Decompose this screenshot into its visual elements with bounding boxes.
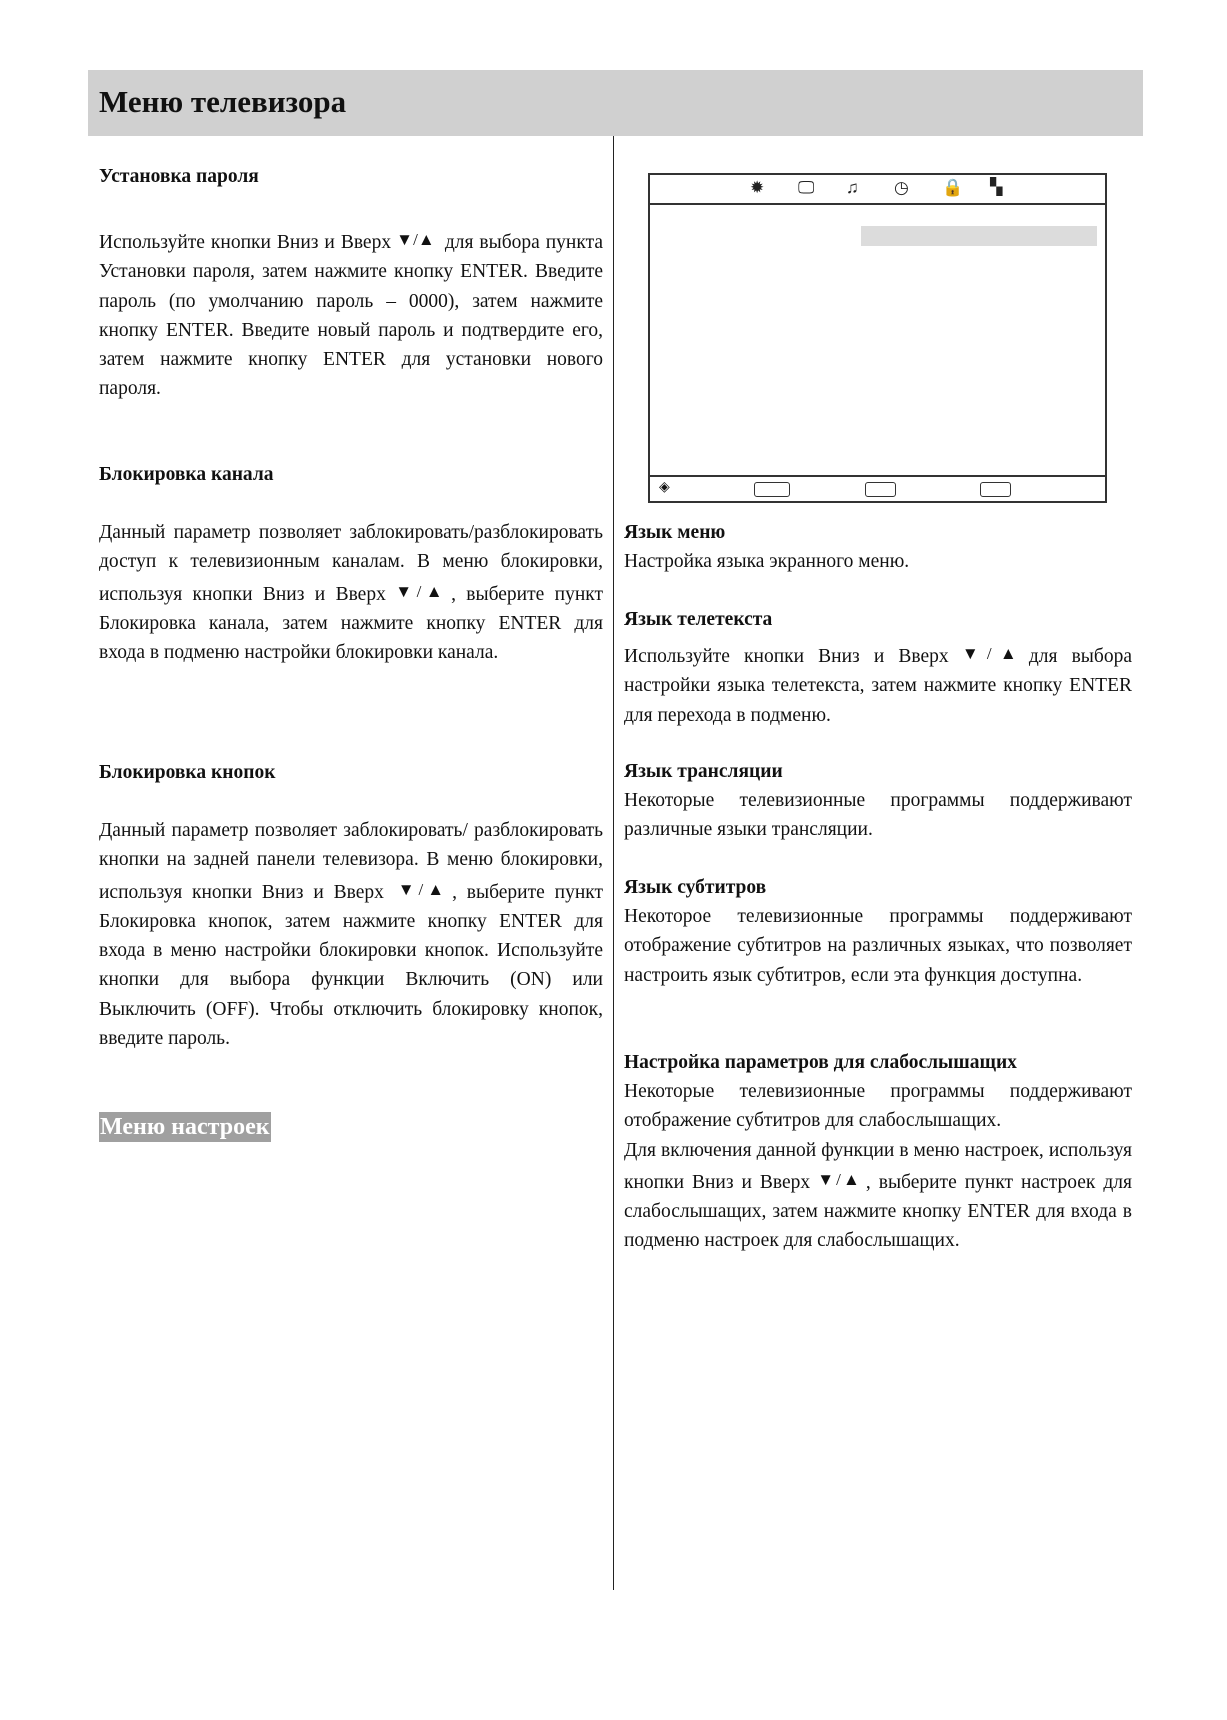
text <box>624 1136 1132 1256</box>
text: для выбора пункта Установки пароля, затем нажмите кнопку ENTER. Введите пароль (по умолчанию пароль – 0000), затем нажмите кнопку ENTER. Введите новый пароль и подтвердите его, затем нажмите кнопку ENTER для установки нового пароля. <box>99 232 604 400</box>
paragraph-button-lock <box>99 816 603 1053</box>
lock-icon: 🔒 <box>942 178 964 197</box>
gear-icon: ✹ <box>750 178 765 197</box>
footer-button <box>865 482 896 497</box>
submenu-title: Меню настроек <box>100 1114 270 1140</box>
monitor-icon: 🖵 <box>798 178 815 197</box>
heading-channel-lock: Блокировка канала <box>99 464 274 485</box>
down-up-arrows-icon: ▼/▲ <box>395 230 435 249</box>
heading-button-lock: Блокировка кнопок <box>99 762 276 783</box>
page-title: Меню телевизора <box>99 84 347 119</box>
submenu-heading <box>99 1112 603 1142</box>
page-header <box>88 70 1143 136</box>
paragraph-hearing-impaired <box>624 1077 1132 1256</box>
tv-menu-footer <box>650 475 1105 501</box>
heading-menu-language: Язык меню <box>624 522 726 543</box>
paragraph-teletext-language <box>624 639 1132 730</box>
column-divider <box>613 136 614 1590</box>
tv-menu-tabs <box>650 175 1105 205</box>
footer-button <box>980 482 1011 497</box>
paragraph-menu-language: Настройка языка экранного меню. <box>624 551 910 572</box>
navigation-icon: ◈ <box>659 480 670 495</box>
text: Для включения данной функции в меню настроек, используя кнопки Вниз и Вверх <box>624 1139 1132 1193</box>
paragraph-audio-language: Некоторые телевизионные программы поддерживают различные языки трансляции. <box>624 790 1132 841</box>
grid-icon: ▚ <box>990 179 1003 196</box>
down-up-arrows-icon: ▼/▲ <box>389 581 448 601</box>
text: , выберите пункт Блокировка кнопок, затем нажмите кнопку ENTER для входа в меню настройки блокировки кнопок. Используйте кнопки для выбора функции Включить (ON) или Выключить (OFF). Чтобы отключить блокировку кнопок, введите пароль. <box>99 881 604 1050</box>
text: Используйте кнопки Вниз и Вверх <box>624 646 949 667</box>
heading-audio-language: Язык трансляции <box>624 761 783 782</box>
text: для выбора настройки языка телетекста, затем нажмите кнопку ENTER для перехода в подменю. <box>624 646 1132 726</box>
paragraph-password <box>99 225 603 404</box>
paragraph-channel-lock <box>99 518 603 667</box>
text: Данный параметр позволяет заблокировать/ разблокировать кнопки на задней панели телевизора. В меню блокировки, используя кнопки Вниз и Вверх <box>99 820 603 903</box>
text: , выберите пункт настроек для слабослышащих, затем нажмите кнопку ENTER для входа в подменю настроек для слабослышащих. <box>624 1171 1132 1252</box>
heading-password: Установка пароля <box>99 166 259 187</box>
music-icon: ♫ <box>846 178 859 197</box>
tv-menu-diagram <box>648 173 1107 503</box>
paragraph-subtitle-language: Некоторое телевизионные программы поддерживают отображение субтитров на различных языках, что позволяет настроить язык субтитров, если эта функция доступна. <box>624 906 1132 986</box>
down-up-arrows-icon: ▼/▲ <box>397 879 449 899</box>
text: , выберите пункт Блокировка канала, затем нажмите кнопку ENTER для входа в подменю настройки блокировки канала. <box>99 583 603 664</box>
heading-subtitle-language: Язык субтитров <box>624 877 767 898</box>
clock-icon: ◷ <box>894 178 909 197</box>
footer-button <box>754 482 790 497</box>
text: Данный параметр позволяет заблокировать/разблокировать доступ к телевизионным каналам. В меню блокировки, используя кнопки Вниз и Вверх <box>99 522 603 605</box>
heading-hearing-impaired: Настройка параметров для слабослышащих <box>624 1052 1017 1073</box>
text: Некоторые телевизионные программы поддерживают отображение субтитров для слабослышащих. <box>624 1081 1132 1132</box>
text: Используйте кнопки Вниз и Вверх <box>99 232 392 253</box>
down-up-arrows-icon: ▼/▲ <box>952 644 1025 663</box>
heading-teletext-language: Язык телетекста <box>624 609 773 630</box>
selected-menu-row <box>861 226 1097 246</box>
down-up-arrows-icon: ▼/▲ <box>814 1169 862 1189</box>
